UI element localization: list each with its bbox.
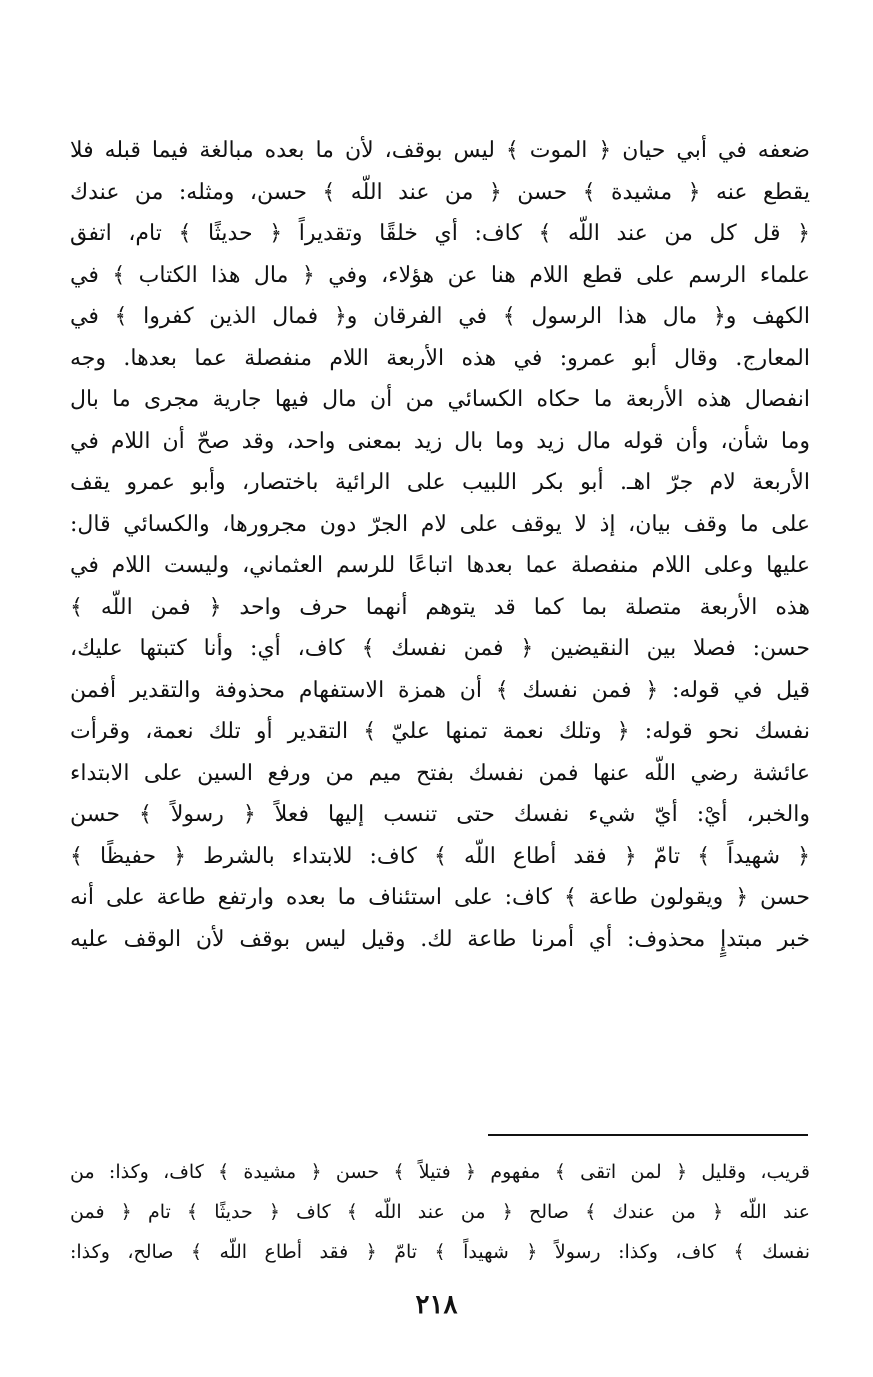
text-line: والخبر، أيْ: أيّ شيء نفسك حتى تنسب إليها فعلاً ﴿ رسولاً ﴾ حسن <box>70 802 810 827</box>
text-line: انفصال هذه الأربعة ما حكاه الكسائي من أن مال فيها جارية مجرى ما بال <box>70 387 810 412</box>
text-line: خبر مبتدإٍ محذوف: أي أمرنا طاعة لك. وقيل ليس بوقف لأن الوقف عليه <box>70 926 810 952</box>
footnote-line: عند اللّه ﴿ من عندك ﴾ صالح ﴿ من عند اللّه ﴾ كاف ﴿ حديثًا ﴾ تام ﴿ فمن <box>70 1201 810 1223</box>
text-line: على ما وقف بيان، إذ لا يوقف على لام الجرّ دون مجرورها، والكسائي قال: <box>70 511 810 537</box>
text-line: ضعفه في أبي حيان ﴿ الموت ﴾ ليس بوقف، لأن ما بعده مبالغة فيما قبله فلا <box>70 138 810 163</box>
text-line: ﴿ شهيداً ﴾ تامّ ﴿ فقد أطاع اللّه ﴾ كاف: للابتداء بالشرط ﴿ حفيظًا ﴾ <box>70 843 810 869</box>
main-text-block <box>70 130 810 960</box>
text-line: الكهف و﴿ مال هذا الرسول ﴾ في الفرقان و﴿ فمال الذين كفروا ﴾ في <box>70 304 810 329</box>
footnote-line: نفسك ﴾ كاف، وكذا: رسولاً ﴿ شهيداً ﴾ تامّ ﴿ فقد أطاع اللّه ﴾ صالح، وكذا: <box>70 1241 810 1263</box>
text-line: قيل في قوله: ﴿ فمن نفسك ﴾ أن همزة الاستفهام محذوفة والتقدير أفمن <box>70 677 810 703</box>
text-line: حسن ﴿ ويقولون طاعة ﴾ كاف: على استئناف ما بعده وارتفع طاعة على أنه <box>70 885 810 910</box>
text-line: ﴿ قل كل من عند اللّه ﴾ كاف: أي خلقًا وتقديراً ﴿ حديثًا ﴾ تام، اتفق <box>70 221 810 246</box>
footnote-divider <box>488 1134 808 1136</box>
text-line: عليها وعلى اللام منفصلة عما بعدها اتباعًا للرسم العثماني، وليست اللام في <box>70 553 810 578</box>
text-line: وما شأن، وأن قوله مال زيد وما بال زيد بمعنى واحد، وقد صحّ أن اللام في <box>70 428 810 454</box>
text-line: علماء الرسم على قطع اللام هنا عن هؤلاء، وفي ﴿ مال هذا الكتاب ﴾ في <box>70 262 810 288</box>
text-line: يقطع عنه ﴿ مشيدة ﴾ حسن ﴿ من عند اللّه ﴾ حسن، ومثله: من عندك <box>70 179 810 205</box>
footnote-line: قريب، وقليل ﴿ لمن اتقى ﴾ مفهوم ﴿ فتيلاً ﴾ حسن ﴿ مشيدة ﴾ كاف، وكذا: من <box>70 1161 810 1183</box>
text-line: عائشة رضي اللّه عنها فمن نفسك بفتح ميم من ورفع السين على الابتداء <box>70 760 810 786</box>
text-line: الأربعة لام جرّ اهـ. أبو بكر اللبيب على الرائية باختصار، وأبو عمرو يقف <box>70 470 810 495</box>
page-number: ٢١٨ <box>415 1290 458 1320</box>
text-line: المعارج. وقال أبو عمرو: في هذه الأربعة اللام منفصلة عما بعدها. وجه <box>70 345 810 371</box>
text-line: نفسك نحو قوله: ﴿ وتلك نعمة تمنها عليّ ﴾ التقدير أو تلك نعمة، وقرأت <box>70 719 810 744</box>
text-line: حسن: فصلا بين النقيضين ﴿ فمن نفسك ﴾ كاف، أي: وأنا كتبتها عليك، <box>70 636 810 661</box>
footnotes-block <box>70 1152 810 1272</box>
text-line: هذه الأربعة متصلة بما كما قد يتوهم أنهما حرف واحد ﴿ فمن اللّه ﴾ <box>70 594 810 620</box>
